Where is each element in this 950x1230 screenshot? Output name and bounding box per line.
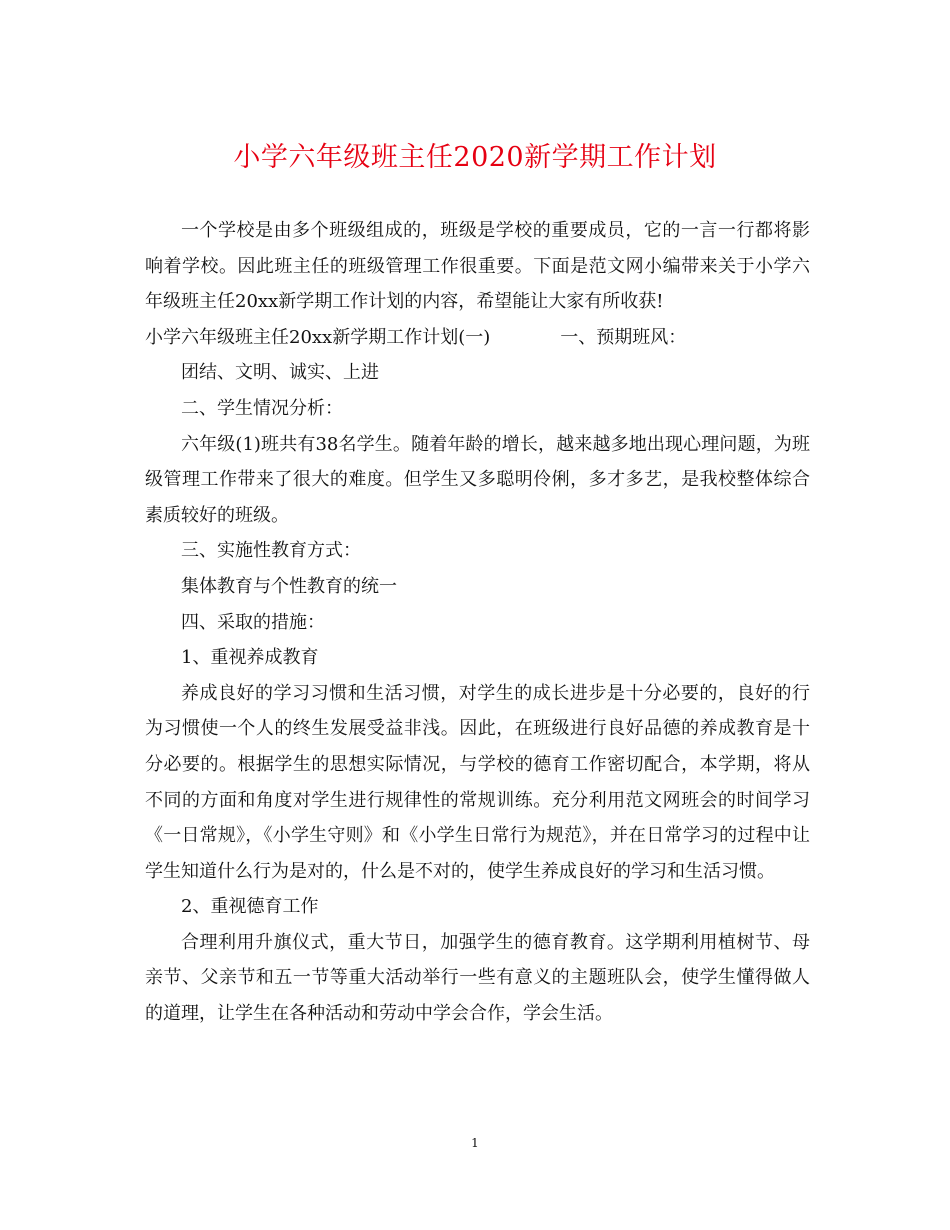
section3-heading: 三、实施性教育方式： — [181, 540, 361, 562]
section1-text: 团结、文明、诚实、上进 — [181, 362, 379, 384]
measure1-heading: 1、重视养成教育 — [181, 647, 319, 669]
section2-text: 六年级(1)班共有38名学生。随着年龄的增长，越来越多地出现心理问题，为班级管理工作带来了很大的难度。但学生又多聪明伶俐，多才多艺，是我校整体综合素质较好的班级。 — [145, 433, 810, 526]
document-title: 小学六年级班主任2020新学期工作计划 — [233, 142, 717, 173]
page-number: 1 — [471, 1136, 479, 1150]
plan-subtitle: 小学六年级班主任20xx新学期工作计划(一) — [145, 326, 491, 348]
intro-paragraph: 一个学校是由多个班级组成的，班级是学校的重要成员，它的一言一行都将影响着学校。因此班主任的班级管理工作很重要。下面是范文网小编带来关于小学六年级班主任20xx新学期工作计划的内容，希望能让大家有所收获! — [145, 220, 810, 313]
measure2-heading: 2、重视德育工作 — [181, 896, 319, 918]
section3-text: 集体教育与个性教育的统一 — [181, 575, 397, 597]
section2-heading: 二、学生情况分析： — [181, 397, 343, 419]
section1-heading: 一、预期班风： — [560, 326, 687, 348]
document-body — [145, 213, 810, 1032]
section4-heading: 四、采取的措施： — [181, 611, 325, 633]
measure2-text: 合理利用升旗仪式，重大节日，加强学生的德育教育。这学期利用植树节、母亲节、父亲节和五一节等重大活动举行一些有意义的主题班队会，使学生懂得做人的道理，让学生在各种活动和劳动中学会合作，学会生活。 — [145, 931, 810, 1025]
measure1-text: 养成良好的学习习惯和生活习惯，对学生的成长进步是十分必要的，良好的行为习惯使一个人的终生发展受益非浅。因此，在班级进行良好品德的养成教育是十分必要的。根据学生的思想实际情况，与学校的德育工作密切配合，本学期，将从不同的方面和角度对学生进行规律性的常规训练。充分利用范文网班会的时间学习《一日常规》，《小学生守则》和《小学生日常行为规范》，并在日常学习的过程中让学生知道什么行为是对的，什么是不对的，使学生养成良好的学习和生活习惯。 — [145, 682, 810, 882]
subtitle-line — [145, 320, 810, 356]
